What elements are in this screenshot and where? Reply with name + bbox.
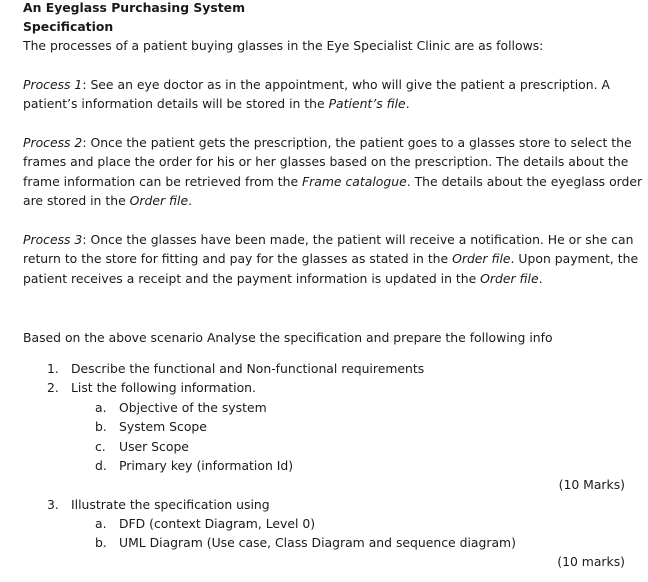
process3-line1: Process 3: Once the glasses have been made, the patient will receive a notification. He or she can (23, 232, 634, 247)
q3-text: Illustrate the specification using (71, 497, 270, 512)
q2-item-letter: d. (95, 458, 107, 473)
frame-catalogue-ref: Frame catalogue (302, 174, 407, 189)
order-file-ref: Order file (129, 193, 189, 208)
q2-marks: (10 Marks) (558, 477, 625, 492)
process3-line3: patient receives a receipt and the payment information is updated in the Order file. (23, 271, 543, 286)
document-subtitle: Specification (23, 19, 114, 34)
process1-label: Process 1 (23, 77, 83, 92)
order-file-ref: Order file (452, 251, 511, 266)
process2-label: Process 2 (23, 135, 83, 150)
order-file-ref: Order file (480, 271, 539, 286)
process2-line1: Process 2: Once the patient gets the prescription, the patient goes to a glasses store to select the (23, 135, 632, 150)
task-intro: Based on the above scenario Analyse the specification and prepare the following info (23, 330, 553, 345)
process3-label: Process 3 (23, 232, 83, 247)
q2-item-text: User Scope (119, 439, 189, 454)
intro-text: The processes of a patient buying glasses in the Eye Specialist Clinic are as follows: (23, 38, 544, 53)
q2-item-letter: b. (95, 419, 107, 434)
patients-file-ref: Patient’s file (328, 96, 406, 111)
q1-number: 1. (47, 361, 59, 376)
q2-item-letter: a. (95, 400, 107, 415)
q1-text: Describe the functional and Non-functional requirements (71, 361, 425, 376)
process2-line3: frame information can be retrieved from the Frame catalogue. The details about the eyeglass order (23, 174, 643, 189)
q2-item-letter: c. (95, 439, 106, 454)
q3-item-letter: a. (95, 516, 107, 531)
q3-item-letter: b. (95, 535, 107, 550)
q2-text: List the following information. (71, 380, 256, 395)
q2-item-text: System Scope (119, 419, 207, 434)
q3-item-text: DFD (context Diagram, Level 0) (119, 516, 316, 531)
q2-number: 2. (47, 380, 59, 395)
q3-number: 3. (47, 497, 59, 512)
q3-marks: (10 marks) (557, 554, 625, 569)
process1-line1: Process 1: See an eye doctor as in the appointment, who will give the patient a prescription. A (23, 77, 610, 92)
q3-item-text: UML Diagram (Use case, Class Diagram and sequence diagram) (119, 535, 516, 550)
process2-line4: are stored in the Order file. (23, 193, 193, 208)
process1-line2: patient’s information details will be stored in the Patient’s file. (23, 96, 410, 111)
process2-line2: frames and place the order for his or her glasses based on the prescription. The details about the (23, 154, 629, 169)
document-title: An Eyeglass Purchasing System (23, 0, 245, 15)
q2-item-text: Objective of the system (119, 400, 267, 415)
q2-item-text: Primary key (information Id) (119, 458, 294, 473)
process3-line2: return to the store for fitting and pay for the glasses as stated in the Order file. Upon payment, the (23, 251, 639, 266)
